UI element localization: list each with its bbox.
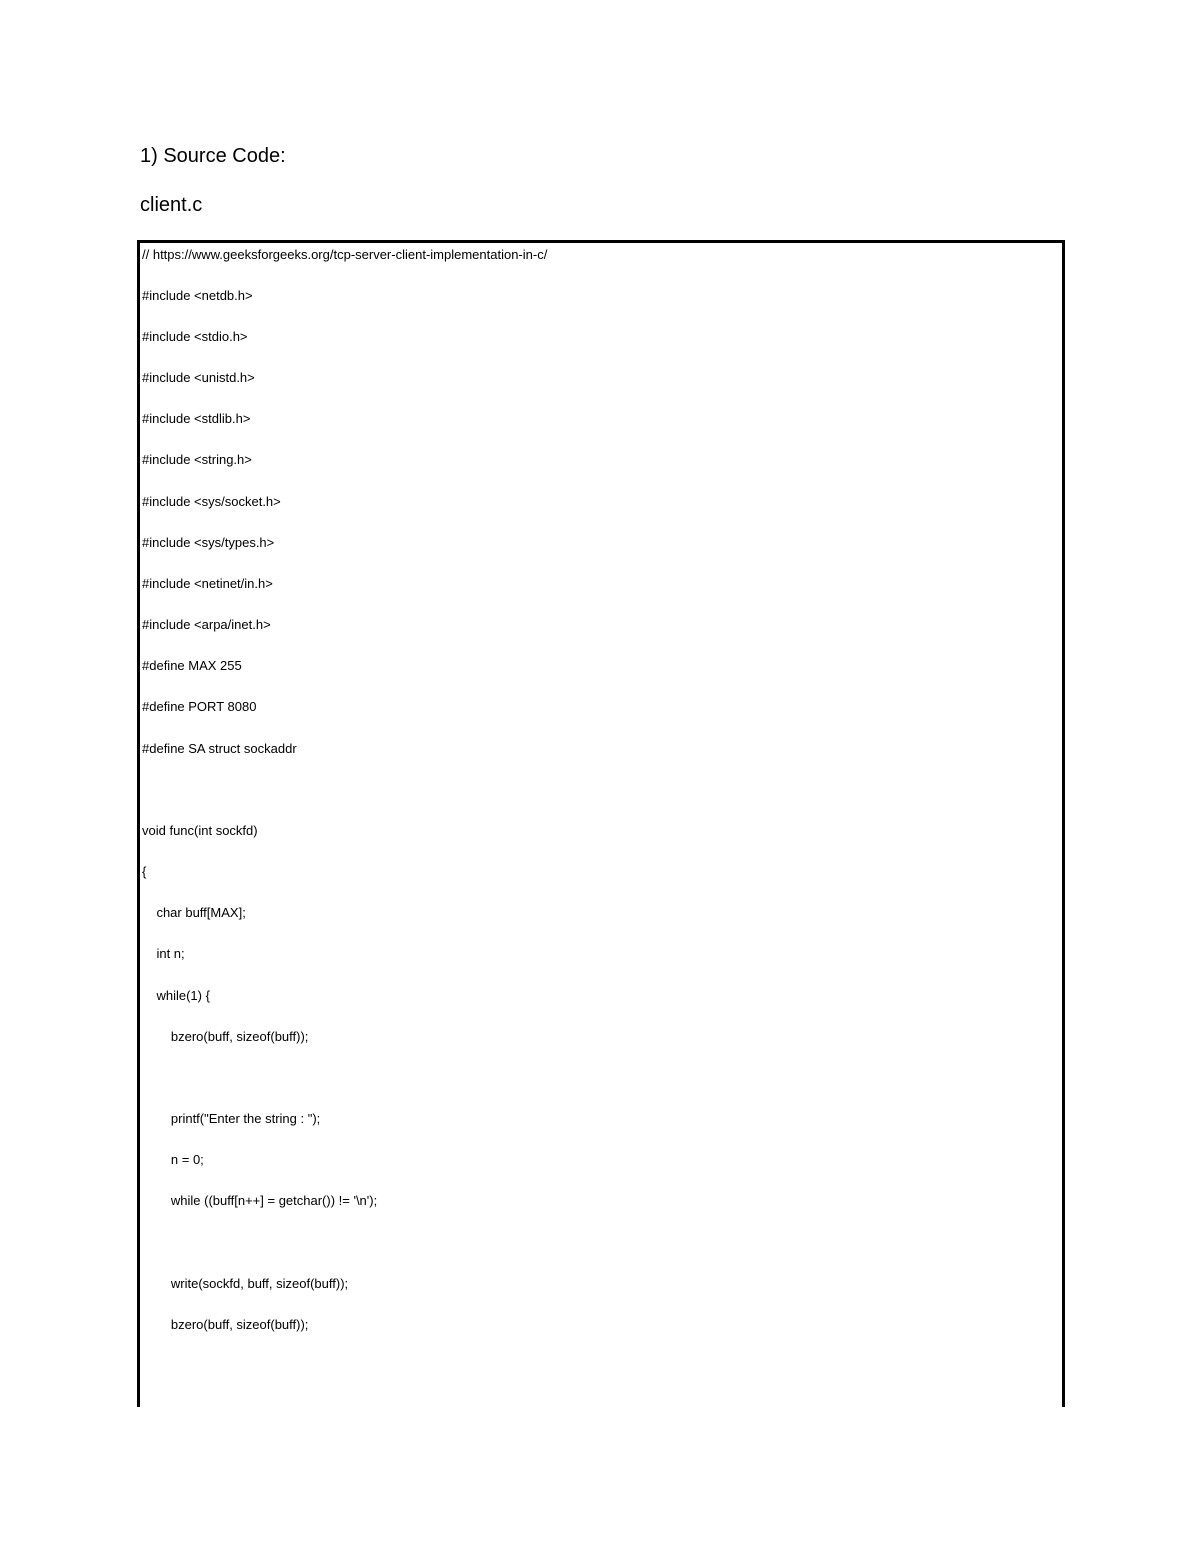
code-line: #define PORT 8080	[142, 699, 257, 714]
code-line: write(sockfd, buff, sizeof(buff));	[142, 1276, 349, 1291]
code-listing	[137, 240, 1065, 1407]
code-line: #include <sys/types.h>	[142, 535, 275, 550]
code-line: char buff[MAX];	[142, 905, 246, 920]
code-line: #include <stdlib.h>	[142, 411, 251, 426]
code-line: while(1) {	[142, 988, 210, 1003]
code-line: #include <arpa/inet.h>	[142, 617, 271, 632]
code-line: bzero(buff, sizeof(buff));	[142, 1317, 309, 1332]
code-line: #define MAX 255	[142, 658, 242, 673]
file-name: client.c	[140, 194, 203, 216]
code-line: while ((buff[n++] = getchar()) != '\n');	[142, 1193, 378, 1208]
code-line: // https://www.geeksforgeeks.org/tcp-server-client-implementation-in-c/	[142, 247, 548, 262]
code-line: {	[142, 864, 147, 879]
code-line: n = 0;	[142, 1152, 204, 1167]
code-line: #include <string.h>	[142, 452, 252, 467]
code-line: #include <stdio.h>	[142, 329, 248, 344]
code-line: void func(int sockfd)	[142, 823, 258, 838]
code-line: #include <netdb.h>	[142, 288, 253, 303]
code-line: bzero(buff, sizeof(buff));	[142, 1029, 309, 1044]
code-line: printf("Enter the string : ");	[142, 1111, 321, 1126]
code-line: #include <sys/socket.h>	[142, 494, 281, 509]
code-line: int n;	[142, 946, 185, 961]
code-line: #define SA struct sockaddr	[142, 741, 297, 756]
section-heading: 1) Source Code:	[140, 145, 286, 167]
code-line: #include <unistd.h>	[142, 370, 255, 385]
code-line: #include <netinet/in.h>	[142, 576, 273, 591]
